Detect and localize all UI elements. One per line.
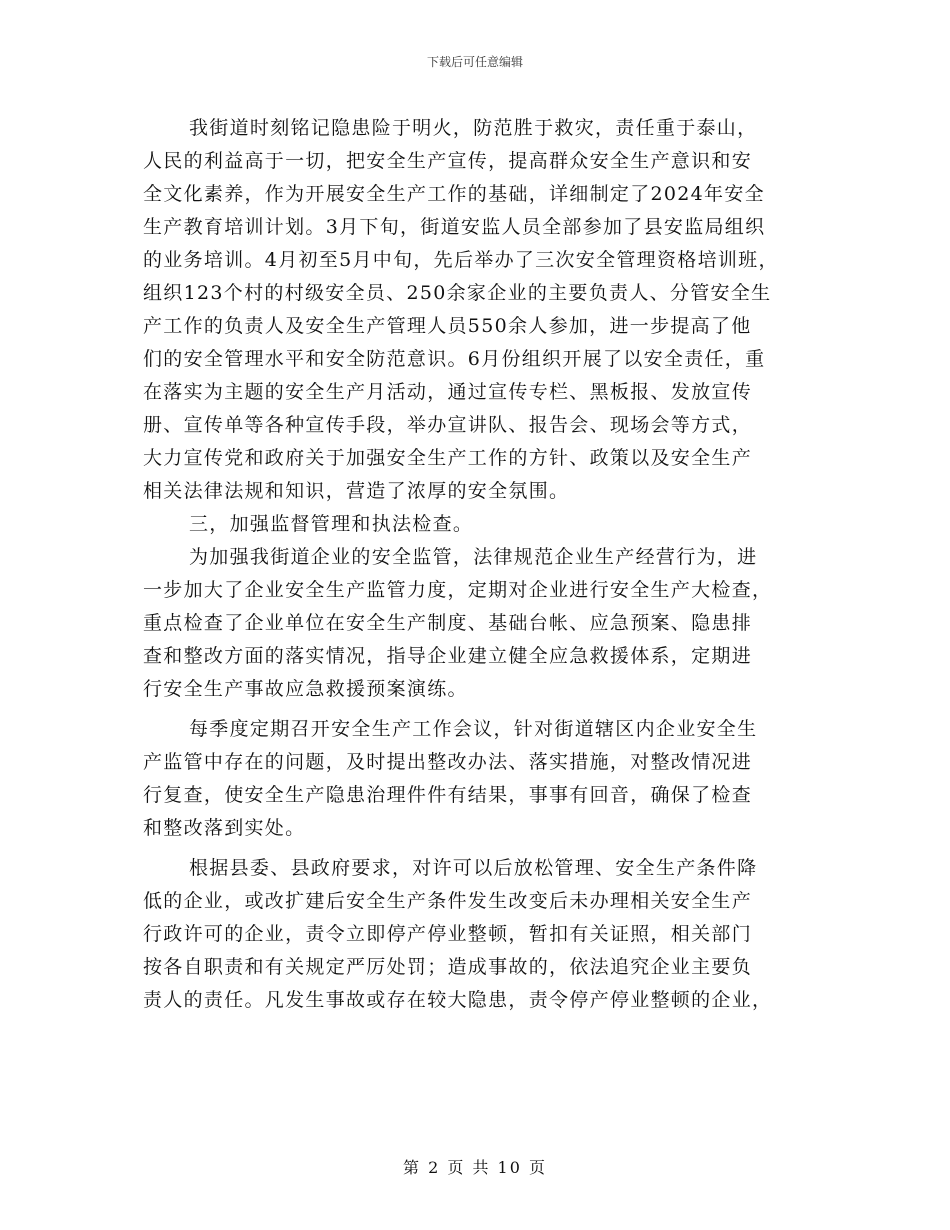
section-heading: 三，加强监督管理和执法检查。 <box>189 513 474 535</box>
paragraph-line: 按各自职责和有关规定严厉处罚；造成事故的，依法追究企业主要负 <box>143 956 753 978</box>
paragraph-line: 为加强我街道企业的安全监管，法律规范企业生产经营行为，进 <box>189 546 758 568</box>
paragraph-line: 全文化素养，作为开展安全生产工作的基础，详细制定了2024年安全 <box>143 183 765 205</box>
paragraph-line: 查和整改方面的落实情况，指导企业建立健全应急救援体系，定期进 <box>143 645 753 667</box>
page-header-note: 下载后可任意编辑 <box>426 55 523 69</box>
page-number: 第 2 页 共 10 页 <box>403 1158 547 1177</box>
paragraph-line: 行复查，使安全生产隐患治理件件有结果，事事有回音，确保了检查 <box>143 784 753 806</box>
paragraph-line: 低的企业，或改扩建后安全生产条件发生改变后未办理相关安全生产 <box>143 890 753 912</box>
paragraph-line: 生产教育培训计划。3月下旬，街道安监人员全部参加了县安监局组织 <box>143 216 766 238</box>
paragraph-line: 每季度定期召开安全生产工作会议，针对街道辖区内企业安全生 <box>189 718 758 740</box>
paragraph-line: 行政许可的企业，责令立即停产停业整顿，暂扣有关证照，相关部门 <box>143 923 753 945</box>
paragraph-line: 我街道时刻铭记隐患险于明火，防范胜于救灾，责任重于泰山， <box>189 117 758 139</box>
paragraph-line: 产监管中存在的问题，及时提出整改办法、落实措施，对整改情况进 <box>143 751 753 773</box>
paragraph-line: 人民的利益高于一切，把安全生产宣传，提高群众安全生产意识和安 <box>143 150 753 172</box>
paragraph-line: 们的安全管理水平和安全防范意识。6月份组织开展了以安全责任，重 <box>143 348 766 370</box>
paragraph-line: 责人的责任。凡发生事故或存在较大隐患，责令停产停业整顿的企业， <box>143 989 773 1011</box>
paragraph-line: 大力宣传党和政府关于加强安全生产工作的方针、政策以及安全生产 <box>143 447 753 469</box>
paragraph-line: 组织123个村的村级安全员、250余家企业的主要负责人、分管安全生 <box>143 282 772 304</box>
paragraph-line: 册、宣传单等各种宣传手段，举办宣讲队、报告会、现场会等方式， <box>143 414 753 436</box>
paragraph-line: 一步加大了企业安全生产监管力度，定期对企业进行安全生产大检查， <box>143 579 773 601</box>
paragraph-line: 在落实为主题的安全生产月活动，通过宣传专栏、黑板报、发放宣传 <box>143 381 753 403</box>
paragraph-line: 根据县委、县政府要求，对许可以后放松管理、安全生产条件降 <box>189 857 758 879</box>
paragraph-line: 的业务培训。4月初至5月中旬，先后举办了三次安全管理资格培训班， <box>143 249 779 271</box>
paragraph-line: 重点检查了企业单位在安全生产制度、基础台帐、应急预案、隐患排 <box>143 612 753 634</box>
paragraph-line: 产工作的负责人及安全生产管理人员550余人参加，进一步提高了他 <box>143 315 752 337</box>
paragraph-line: 相关法律法规和知识，营造了浓厚的安全氛围。 <box>143 480 570 502</box>
paragraph-line: 和整改落到实处。 <box>143 817 306 839</box>
document-body <box>143 112 823 1017</box>
paragraph-line: 行安全生产事故应急救援预案演练。 <box>143 678 468 700</box>
